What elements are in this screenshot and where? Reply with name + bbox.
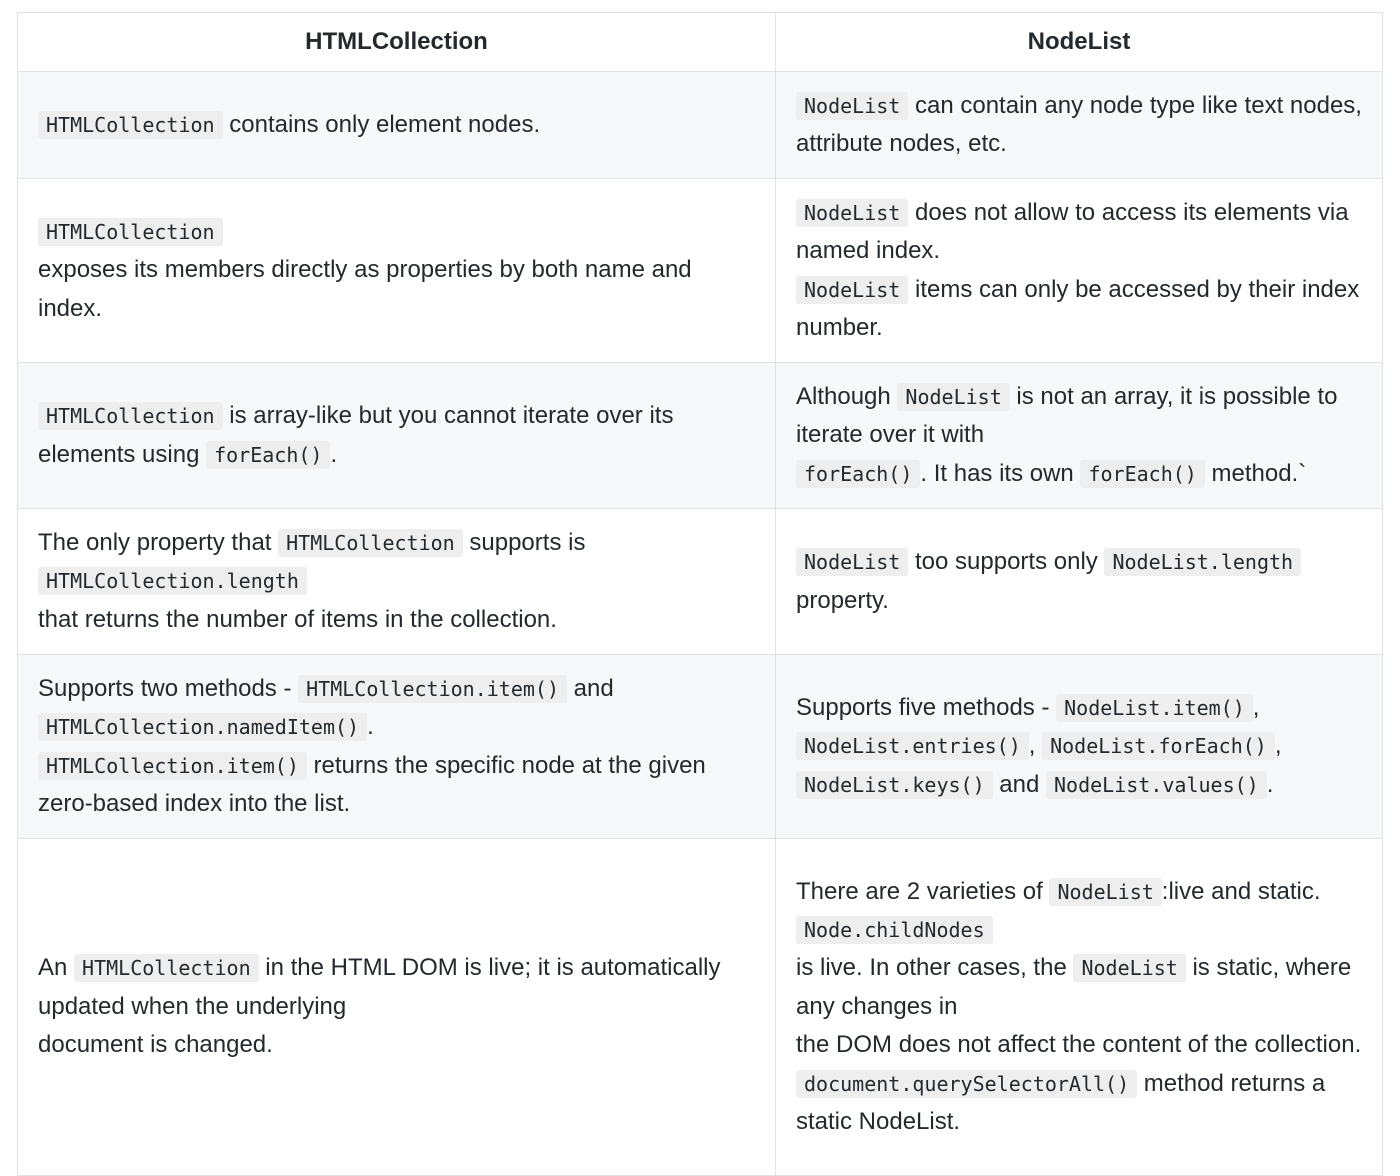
cell-line: Supports two methods - HTMLCollection.item() and HTMLCollection.namedItem() . (38, 674, 614, 741)
cell-htmlcollection (18, 655, 776, 839)
cell-line: the DOM does not affect the content of the collection. (796, 1031, 1362, 1059)
cell-htmlcollection (18, 179, 776, 363)
cell-nodelist (776, 363, 1383, 509)
cell-line: forEach() . It has its own forEach() method.` (796, 455, 1362, 493)
inline-code: NodeList (1049, 878, 1161, 906)
cell-line: NodeList items can only be accessed by their index number. (796, 275, 1360, 341)
inline-code: forEach() (796, 460, 920, 488)
inline-code: NodeList (796, 92, 908, 120)
cell-htmlcollection (18, 72, 776, 179)
cell-line: is live. In other cases, the NodeList is static, where any changes in (796, 954, 1352, 1020)
inline-code: Node.childNodes (796, 916, 993, 944)
cell-line: Although NodeList is not an array, it is possible to iterate over it with (796, 382, 1338, 449)
cell-nodelist (776, 179, 1383, 363)
cell-line (38, 213, 755, 251)
inline-code: NodeList (796, 276, 908, 304)
cell-htmlcollection (18, 509, 776, 655)
cell-nodelist (776, 509, 1383, 655)
cell-line: exposes its members directly as properties by both name and index. (38, 256, 692, 322)
inline-code: NodeList.entries() (796, 732, 1029, 760)
table-body (18, 72, 1383, 1176)
inline-code: HTMLCollection.namedItem() (38, 713, 367, 741)
cell-nodelist (776, 655, 1383, 839)
inline-code: document.querySelectorAll() (796, 1070, 1137, 1098)
table-row (18, 363, 1383, 509)
cell-line: HTMLCollection.item() returns the specific node at the given zero-based index into the list. (38, 751, 706, 817)
inline-code: HTMLCollection.length (38, 567, 307, 595)
comparison-table (17, 12, 1383, 1176)
cell-htmlcollection (18, 839, 776, 1176)
inline-code: NodeList (796, 548, 908, 576)
inline-code: HTMLCollection.item() (298, 675, 567, 703)
table-row (18, 839, 1383, 1176)
cell-line: NodeList can contain any node type like text nodes, attribute nodes, etc. (796, 91, 1362, 157)
inline-code: HTMLCollection (38, 111, 223, 139)
cell-htmlcollection (18, 363, 776, 509)
cell-line: document is changed. (38, 1031, 273, 1059)
inline-code: NodeList (1073, 954, 1185, 982)
inline-code: forEach() (206, 441, 330, 469)
header-nodelist: NodeList (776, 13, 1383, 72)
table-row (18, 509, 1383, 655)
inline-code: NodeList.forEach() (1042, 732, 1275, 760)
cell-line: Supports five methods - NodeList.item() , NodeList.entries() , NodeList.forEach() , NodeList.keys() and NodeList.values() . (796, 693, 1282, 798)
inline-code: NodeList (897, 383, 1009, 411)
cell-line: HTMLCollection is array-like but you cannot iterate over its elements using forEach() . (38, 402, 674, 468)
table-row (18, 72, 1383, 179)
inline-code: NodeList (796, 199, 908, 227)
inline-code: HTMLCollection (38, 402, 223, 430)
table-row (18, 655, 1383, 839)
inline-code: NodeList.keys() (796, 771, 993, 799)
inline-code: HTMLCollection (38, 218, 223, 246)
cell-line: NodeList does not allow to access its elements via named index. (796, 198, 1349, 265)
header-htmlcollection: HTMLCollection (18, 13, 776, 72)
table-row (18, 179, 1383, 363)
cell-line: document.querySelectorAll() method returns a static NodeList. (796, 1069, 1326, 1136)
cell-line: The only property that HTMLCollection supports is HTMLCollection.length (38, 528, 586, 594)
inline-code: NodeList.item() (1056, 694, 1253, 722)
cell-nodelist (776, 72, 1383, 179)
inline-code: HTMLCollection (278, 529, 463, 557)
cell-line: There are 2 varieties of NodeList :live and static. (796, 877, 1321, 905)
cell-line: NodeList too supports only NodeList.length property. (796, 543, 1362, 620)
inline-code: forEach() (1080, 460, 1204, 488)
cell-nodelist (776, 839, 1383, 1176)
table-header-row (18, 13, 1383, 72)
inline-code: HTMLCollection.item() (38, 752, 307, 780)
comparison-table-container (17, 12, 1382, 1176)
inline-code: NodeList.values() (1046, 771, 1267, 799)
cell-line: that returns the number of items in the collection. (38, 605, 557, 633)
cell-line: HTMLCollection contains only element nodes. (38, 106, 755, 144)
inline-code: HTMLCollection (74, 954, 259, 982)
cell-line (796, 911, 1362, 949)
cell-line: An HTMLCollection in the HTML DOM is live; it is automatically updated when the underlying (38, 954, 721, 1020)
inline-code: NodeList.length (1104, 548, 1301, 576)
